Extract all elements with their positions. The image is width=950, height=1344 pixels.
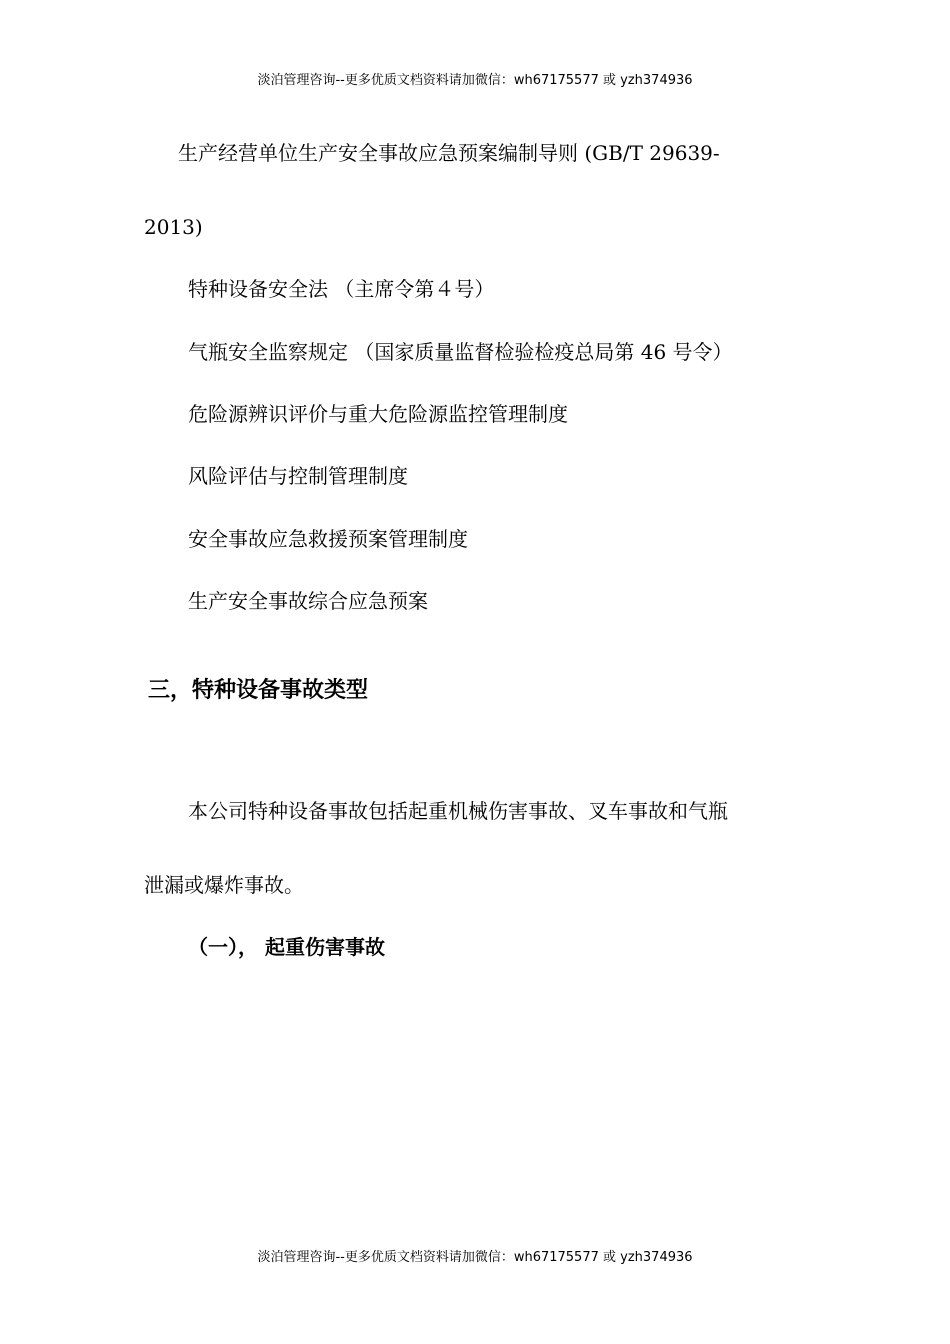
section-3-paragraph-line-2: 泄漏或爆炸事故。 [144, 873, 304, 897]
reference-item-6: 安全事故应急救援预案管理制度 [188, 527, 468, 551]
reference-item-5: 风险评估与控制管理制度 [188, 464, 408, 488]
section-3-heading: 三，特种设备事故类型 [148, 678, 369, 703]
reference-item-3: 气瓶安全监察规定 （国家质量监督检验检疫总局第 46 号令） [188, 340, 733, 364]
section-3-paragraph-line-1: 本公司特种设备事故包括起重机械伤害事故、叉车事故和气瓶 [188, 799, 728, 823]
reference-line-1a: 生产经营单位生产安全事故应急预案编制导则 (GB/T 29639- [178, 141, 720, 165]
reference-line-1b: 2013) [144, 215, 203, 239]
subsection-1-heading: （一）， 起重伤害事故 [188, 935, 385, 959]
reference-item-7: 生产安全事故综合应急预案 [188, 589, 428, 613]
reference-item-2: 特种设备安全法 （主席令第４号） [188, 277, 495, 301]
reference-item-4: 危险源辨识评价与重大危险源监控管理制度 [188, 402, 568, 426]
page-header: 淡泊管理咨询--更多优质文档资料请加微信：wh67175577 或 yzh374936 [257, 73, 693, 88]
page-footer: 淡泊管理咨询--更多优质文档资料请加微信：wh67175577 或 yzh374936 [257, 1250, 693, 1265]
